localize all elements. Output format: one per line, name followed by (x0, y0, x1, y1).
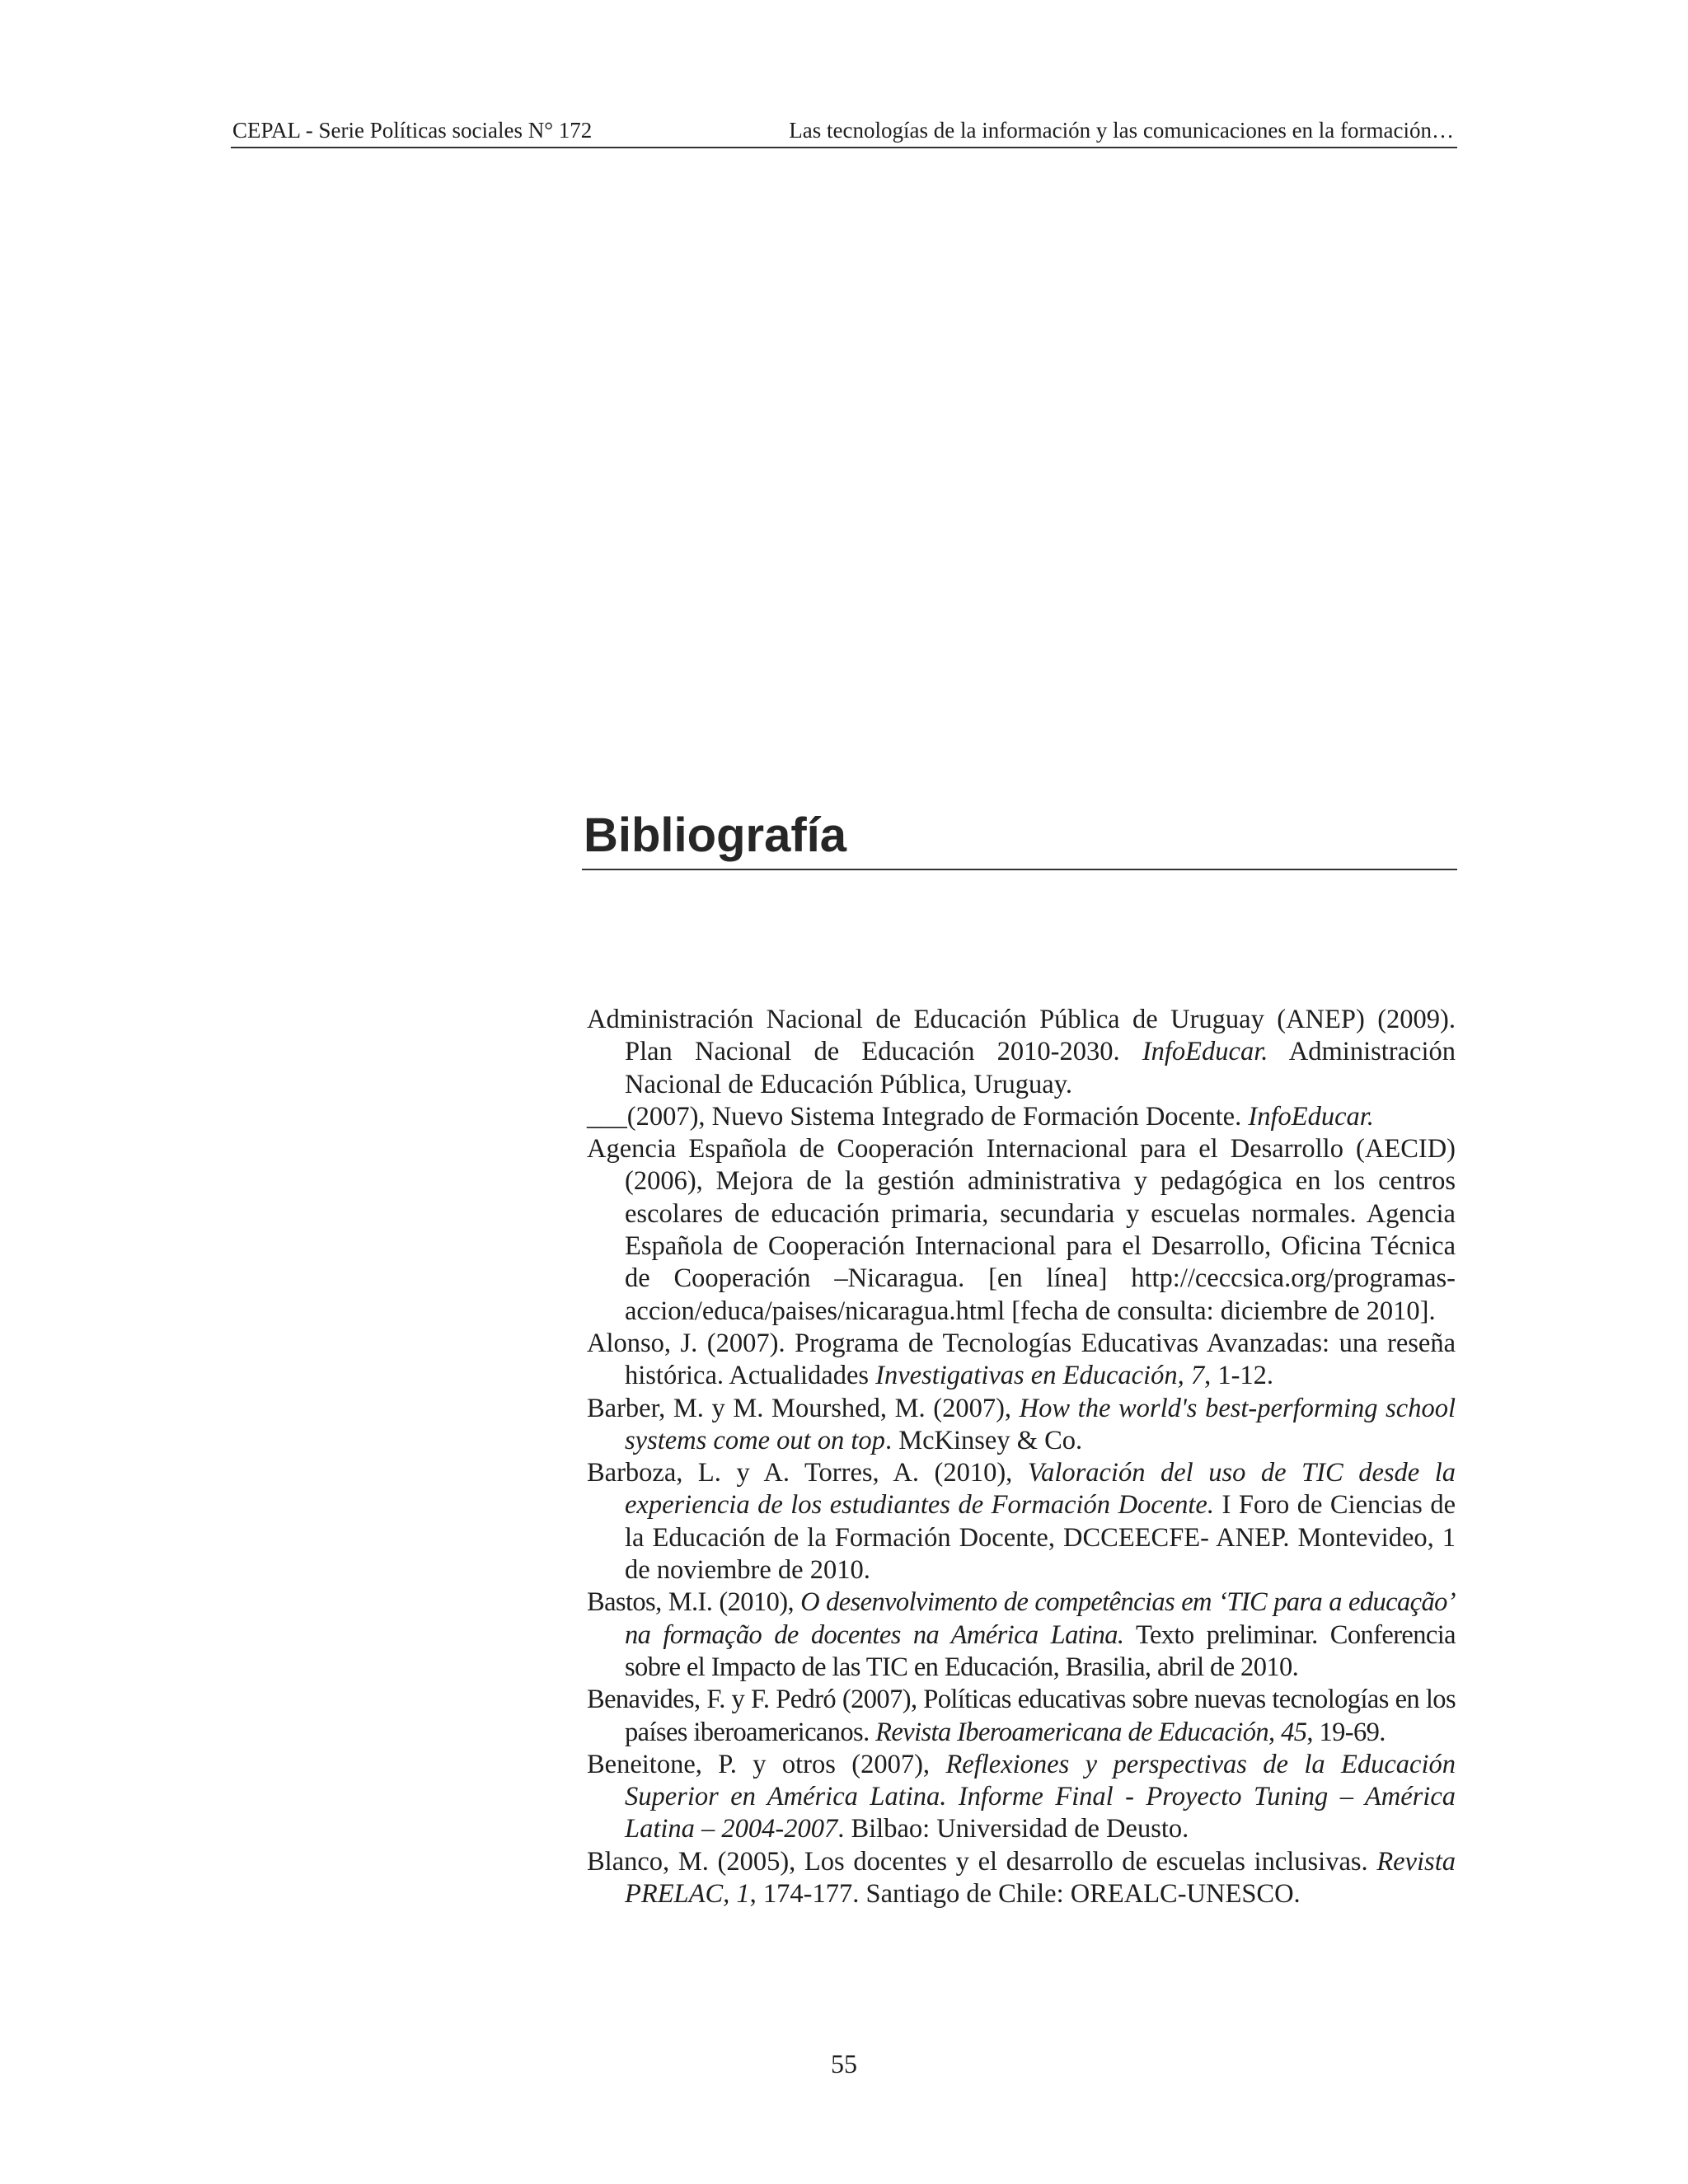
entry-italic-text: Revista Iberoamericana de Educación, 45 (875, 1717, 1307, 1747)
entry-text: Barboza, L. y A. Torres, A. (2010), (587, 1458, 1028, 1488)
entry-text: Benavides, F. y F. Pedró (2007), Políticas educativas sobre nuevas tecnologías en los países iberoamericanos. (587, 1685, 1456, 1747)
entry-text: Bastos, M.I. (2010), (587, 1587, 801, 1618)
running-header (231, 114, 1457, 148)
bibliography-entry-anep-2007 (587, 1101, 1456, 1133)
bibliography-entry-blanco-2005 (587, 1846, 1456, 1911)
entry-text: I Foro de Ciencias de la Educación de la Formación Docente, DCCEECFE- ANEP. Montevideo, 1 de noviembre de 2010. (625, 1490, 1456, 1586)
bibliography-list (587, 1004, 1456, 1910)
bibliography-entry-anep-2009 (587, 1004, 1456, 1101)
bibliography-entry-barber-2007 (587, 1393, 1456, 1458)
header-series-title: CEPAL - Serie Políticas sociales N° 172 (232, 118, 593, 143)
entry-italic-text: Investigativas en Educación, 7 (875, 1361, 1205, 1391)
page-number: 55 (831, 2049, 857, 2079)
bibliography-entry-benavides-2007 (587, 1684, 1456, 1749)
bibliography-entry-beneitone-2007 (587, 1749, 1456, 1846)
entry-text: Barber, M. y M. Mourshed, M. (2007), (587, 1393, 1020, 1423)
entry-text: , 1-12. (1204, 1361, 1274, 1391)
entry-italic-text: Valoración del uso de TIC desde la experiencia de los estudiantes de Formación Docente. (625, 1458, 1456, 1521)
header-document-title: Las tecnologías de la información y las comunicaciones en la formación… (789, 118, 1454, 143)
entry-text: , 19-69. (1306, 1717, 1386, 1747)
bibliography-entry-aecid-2006 (587, 1133, 1456, 1328)
bibliography-entry-alonso-2007 (587, 1328, 1456, 1393)
entry-text: Beneitone, P. y otros (2007), (587, 1749, 946, 1779)
entry-text: Administración Nacional de Educación Pública, Uruguay. (625, 1037, 1456, 1099)
bibliography-entry-bastos-2010 (587, 1586, 1456, 1684)
entry-text: Texto preliminar. Conferencia sobre el Impacto de las TIC en Educación, Brasilia, abril de 2010. (625, 1619, 1456, 1682)
entry-text: . Bilbao: Universidad de Deusto. (837, 1814, 1189, 1844)
entry-italic-text: Revista PRELAC, 1 (625, 1846, 1456, 1910)
entry-text: Administración Nacional de Educación Pública de Uruguay (ANEP) (2009). Plan Nacional de Educación 2010-2030. (587, 1005, 1456, 1067)
entry-text: . McKinsey & Co. (884, 1425, 1083, 1455)
section-title: Bibliografía (584, 808, 847, 862)
entry-italic-text: InfoEducar. (1142, 1037, 1268, 1067)
title-underline (582, 869, 1457, 870)
entry-italic-text: How the world's best-performing school systems come out on top (625, 1393, 1456, 1455)
entry-italic-text: InfoEducar. (1248, 1101, 1374, 1132)
entry-text: , 174-177. Santiago de Chile: OREALC-UNESCO. (749, 1879, 1301, 1910)
bibliography-entry-barboza-2010 (587, 1457, 1456, 1586)
entry-italic-text: Reflexiones y perspectivas de la Educación Superior en América Latina. Informe Final - Proyecto Tuning – América Latina – 2004-2007 (625, 1749, 1456, 1844)
entry-text: Blanco, M. (2005), Los docentes y el desarrollo de escuelas inclusivas. (587, 1846, 1377, 1877)
entry-text: Alonso, J. (2007). Programa de Tecnologías Educativas Avanzadas: una reseña histórica. Actualidades (587, 1328, 1456, 1391)
entry-text: Agencia Española de Cooperación Internacional para el Desarrollo (AECID) (2006), Mejora de la gestión administrativa y pedagógica en los centros escolares de educación primaria, secundaria y escuelas normales. Agencia Española de Cooperación Internacional para el Desarrollo, Oficina Técnica de Cooperación –Nicaragua. [en línea] http://ceccsica.org/programas-accion/educa/paises/nicaragua.html [fecha de consulta: diciembre de 2010]. (587, 1134, 1456, 1326)
entry-italic-text: O desenvolvimento de competências em ‘TIC para a educação’ na formação de docentes na América Latina. (625, 1587, 1456, 1650)
entry-text: ___(2007), Nuevo Sistema Integrado de Formación Docente. (587, 1101, 1249, 1132)
